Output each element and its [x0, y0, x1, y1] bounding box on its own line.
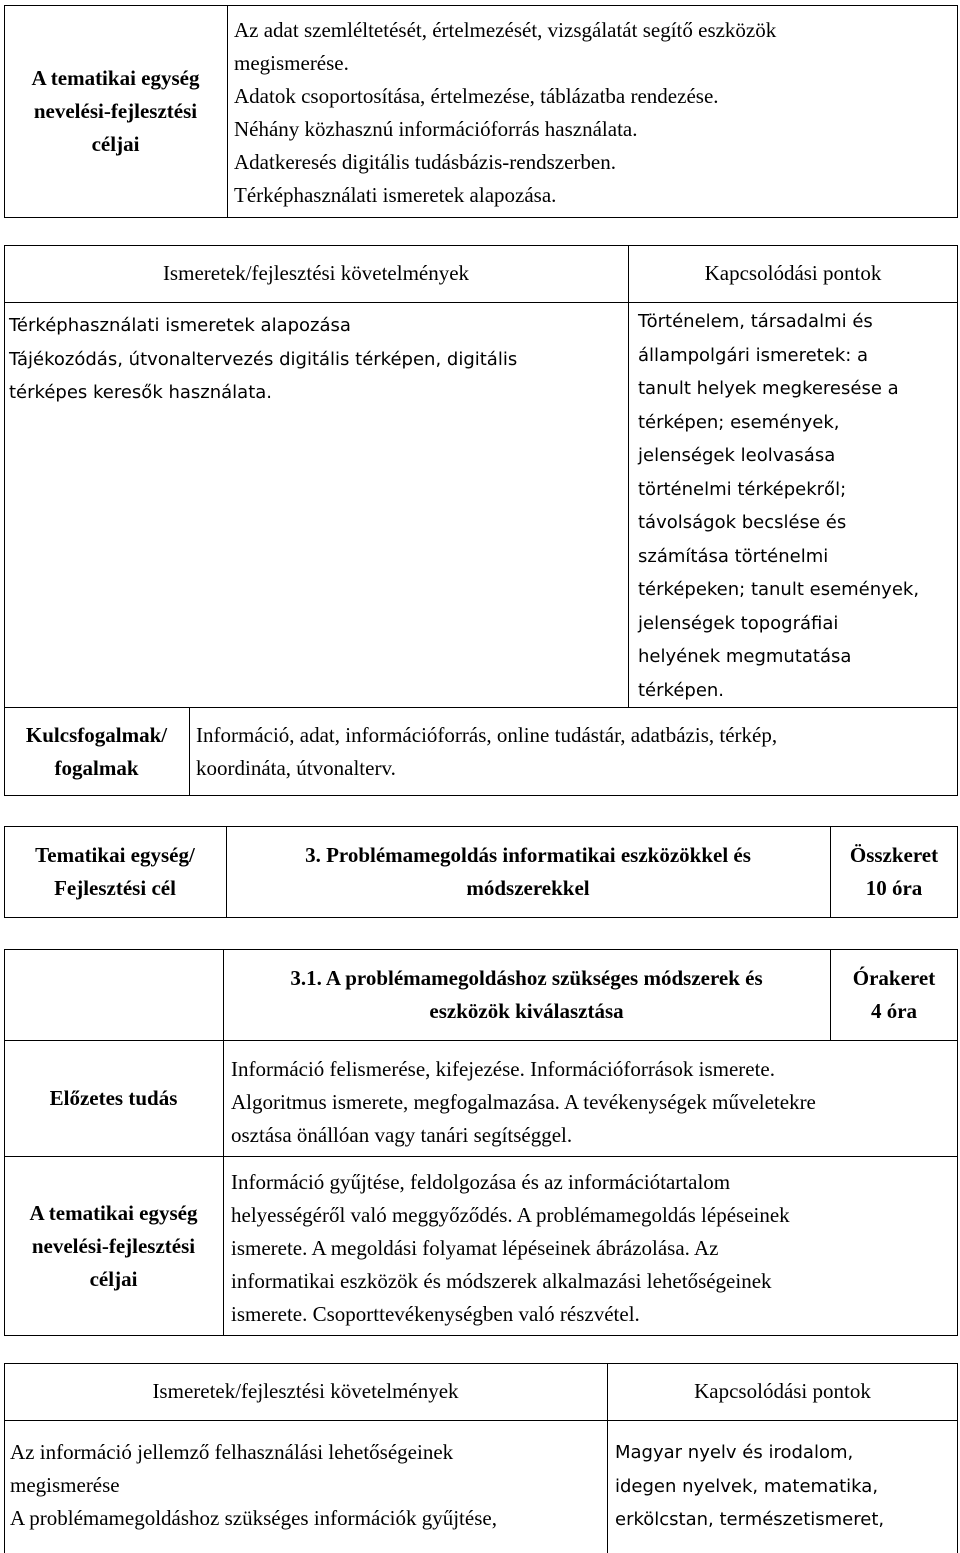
unit-total-hours-line: Összkeret [849, 843, 939, 867]
subunit-hours-line: 4 óra [870, 998, 918, 1023]
requirements-text-1-line: térképes keresők használata. [9, 382, 273, 403]
unit-label-line: Fejlesztési cél [54, 876, 176, 900]
goals-text-1 [234, 14, 954, 212]
prior-knowledge-label: Előzetes tudás [49, 1085, 178, 1110]
connections-text-1-line: jelenségek topográfiai [638, 612, 839, 634]
subunit-title [223, 949, 830, 1040]
requirements-text-2 [10, 1436, 605, 1535]
requirements-text-2-line: A problémamegoldáshoz szükséges információk gyűjtése, [10, 1506, 497, 1530]
keywords-label [4, 707, 189, 796]
requirements-header-1: Ismeretek/fejlesztési követelmények [162, 261, 470, 285]
keywords-text [196, 719, 954, 785]
connections-text-1-line: állampolgári ismeretek: a [638, 344, 869, 366]
keywords-col-divider [189, 707, 190, 796]
requirements-header-2: Ismeretek/fejlesztési követelmények [152, 1379, 459, 1403]
unit-label [4, 826, 226, 918]
connections-text-1 [638, 305, 956, 707]
subunit-hours-line: Órakeret [852, 965, 936, 990]
subunit-hours [830, 949, 958, 1040]
goals-label-2-line: céljai [89, 1266, 138, 1291]
goals-label-1-line: nevelési-fejlesztési [33, 99, 198, 123]
subunit-title-line: eszközök kiválasztása [429, 998, 624, 1023]
prior-knowledge-text-line: Algoritmus ismerete, megfogalmazása. A tevékenységek műveletekre [231, 1090, 816, 1114]
goals-label-1 [4, 5, 227, 218]
connections-header-2: Kapcsolódási pontok [694, 1379, 871, 1403]
goals-label-2-line: A tematikai egység [29, 1200, 198, 1225]
goals-text-2-line: informatikai eszközök és módszerek alkalmazási lehetőségeinek [231, 1269, 772, 1293]
goals-label-2-line: nevelési-fejlesztési [31, 1233, 196, 1258]
goals-text-1-line: Térképhasználati ismeretek alapozása. [234, 183, 557, 207]
connections-text-2 [615, 1436, 955, 1537]
connections-text-2-line: Magyar nyelv és irodalom, [615, 1442, 854, 1463]
goals-text-1-line: Néhány közhasznú információforrás használata. [234, 117, 638, 141]
connections-text-1-line: tanult helyek megkeresése a [638, 378, 899, 399]
prior-knowledge-text-line: osztása önállóan vagy tanári segítséggel. [231, 1123, 573, 1147]
unit-title [226, 826, 830, 918]
goals-text-2 [231, 1166, 955, 1331]
connections-text-1-line: helyének megmutatása [638, 646, 852, 667]
keywords-text-line: koordináta, útvonalterv. [196, 756, 396, 780]
requirements-text-1-line: Térképhasználati ismeretek alapozása [9, 315, 351, 336]
goals-text-1-line: Az adat szemléltetését, értelmezését, vizsgálatát segítő eszközök [234, 18, 777, 42]
goals-text-1-line: Adatok csoportosítása, értelmezése, táblázatba rendezése. [234, 84, 719, 108]
keywords-label-line: fogalmak [54, 755, 139, 780]
requirements-col-divider-1 [628, 245, 629, 707]
requirements-header-line-1 [4, 302, 958, 303]
goals-text-2-line: ismerete. A megoldási folyamat lépéseinek ábrázolása. Az [231, 1236, 719, 1260]
unit-total-hours-line: 10 óra [865, 876, 923, 900]
goals-text-2-line: helyességéről való meggyőződés. A problémamegoldás lépéseinek [231, 1203, 790, 1227]
connections-text-1-line: jelenségek leolvasása [638, 445, 836, 466]
requirements-text-2-line: Az információ jellemző felhasználási lehetőségeinek [10, 1440, 454, 1464]
requirements-text-1-line: Tájékozódás, útvonaltervezés digitális térképen, digitális [9, 348, 518, 370]
connections-text-1-line: történelmi térképekről; [638, 478, 847, 500]
connections-header-1: Kapcsolódási pontok [704, 261, 882, 285]
prior-knowledge-text-line: Információ felismerése, kifejezése. Információforrások ismerete. [231, 1057, 775, 1081]
goals-text-2-line: ismerete. Csoporttevékenységben való részvétel. [231, 1302, 640, 1326]
requirements-text-1 [9, 309, 624, 410]
goals-text-1-line: megismerése. [234, 51, 349, 75]
connections-text-1-line: térképen; események, [638, 411, 840, 433]
goals-label-1-line: céljai [91, 132, 140, 156]
keywords-text-line: Információ, adat, információforrás, online tudástár, adatbázis, térkép, [196, 723, 778, 747]
connections-text-1-line: térképeken; tanult események, [638, 579, 920, 600]
unit-total-hours [830, 826, 958, 918]
connections-text-1-line: térképen. [638, 679, 725, 701]
unit-title-line: 3. Problémamegoldás informatikai eszközökkel és [305, 843, 751, 867]
subunit-title-line: 3.1. A problémamegoldáshoz szükséges módszerek és [290, 965, 763, 990]
connections-text-1-line: távolságok becslése és [638, 512, 847, 533]
connections-text-2-line: idegen nyelvek, matematika, [615, 1475, 879, 1497]
requirements-text-2-line: megismerése [10, 1473, 120, 1497]
goals-text-1-line: Adatkeresés digitális tudásbázis-rendszerben. [234, 150, 616, 174]
connections-text-1-line: Történelem, társadalmi és [638, 311, 873, 332]
unit-label-line: Tematikai egység/ [35, 843, 195, 867]
keywords-label-line: Kulcsfogalmak/ [25, 722, 168, 747]
goals-label-1-line: A tematikai egység [31, 66, 200, 90]
prior-knowledge-text [231, 1053, 955, 1152]
connections-text-2-line: erkölcstan, természetismeret, [615, 1509, 885, 1530]
goals-table-1-divider [227, 5, 228, 218]
requirements-header-line-2 [4, 1420, 958, 1421]
goals-text-2-line: Információ gyűjtése, feldolgozása és az információtartalom [231, 1170, 731, 1194]
connections-text-1-line: számítása történelmi [638, 545, 829, 567]
unit-title-line: módszerekkel [466, 876, 590, 900]
goals-label-2 [4, 1156, 223, 1336]
